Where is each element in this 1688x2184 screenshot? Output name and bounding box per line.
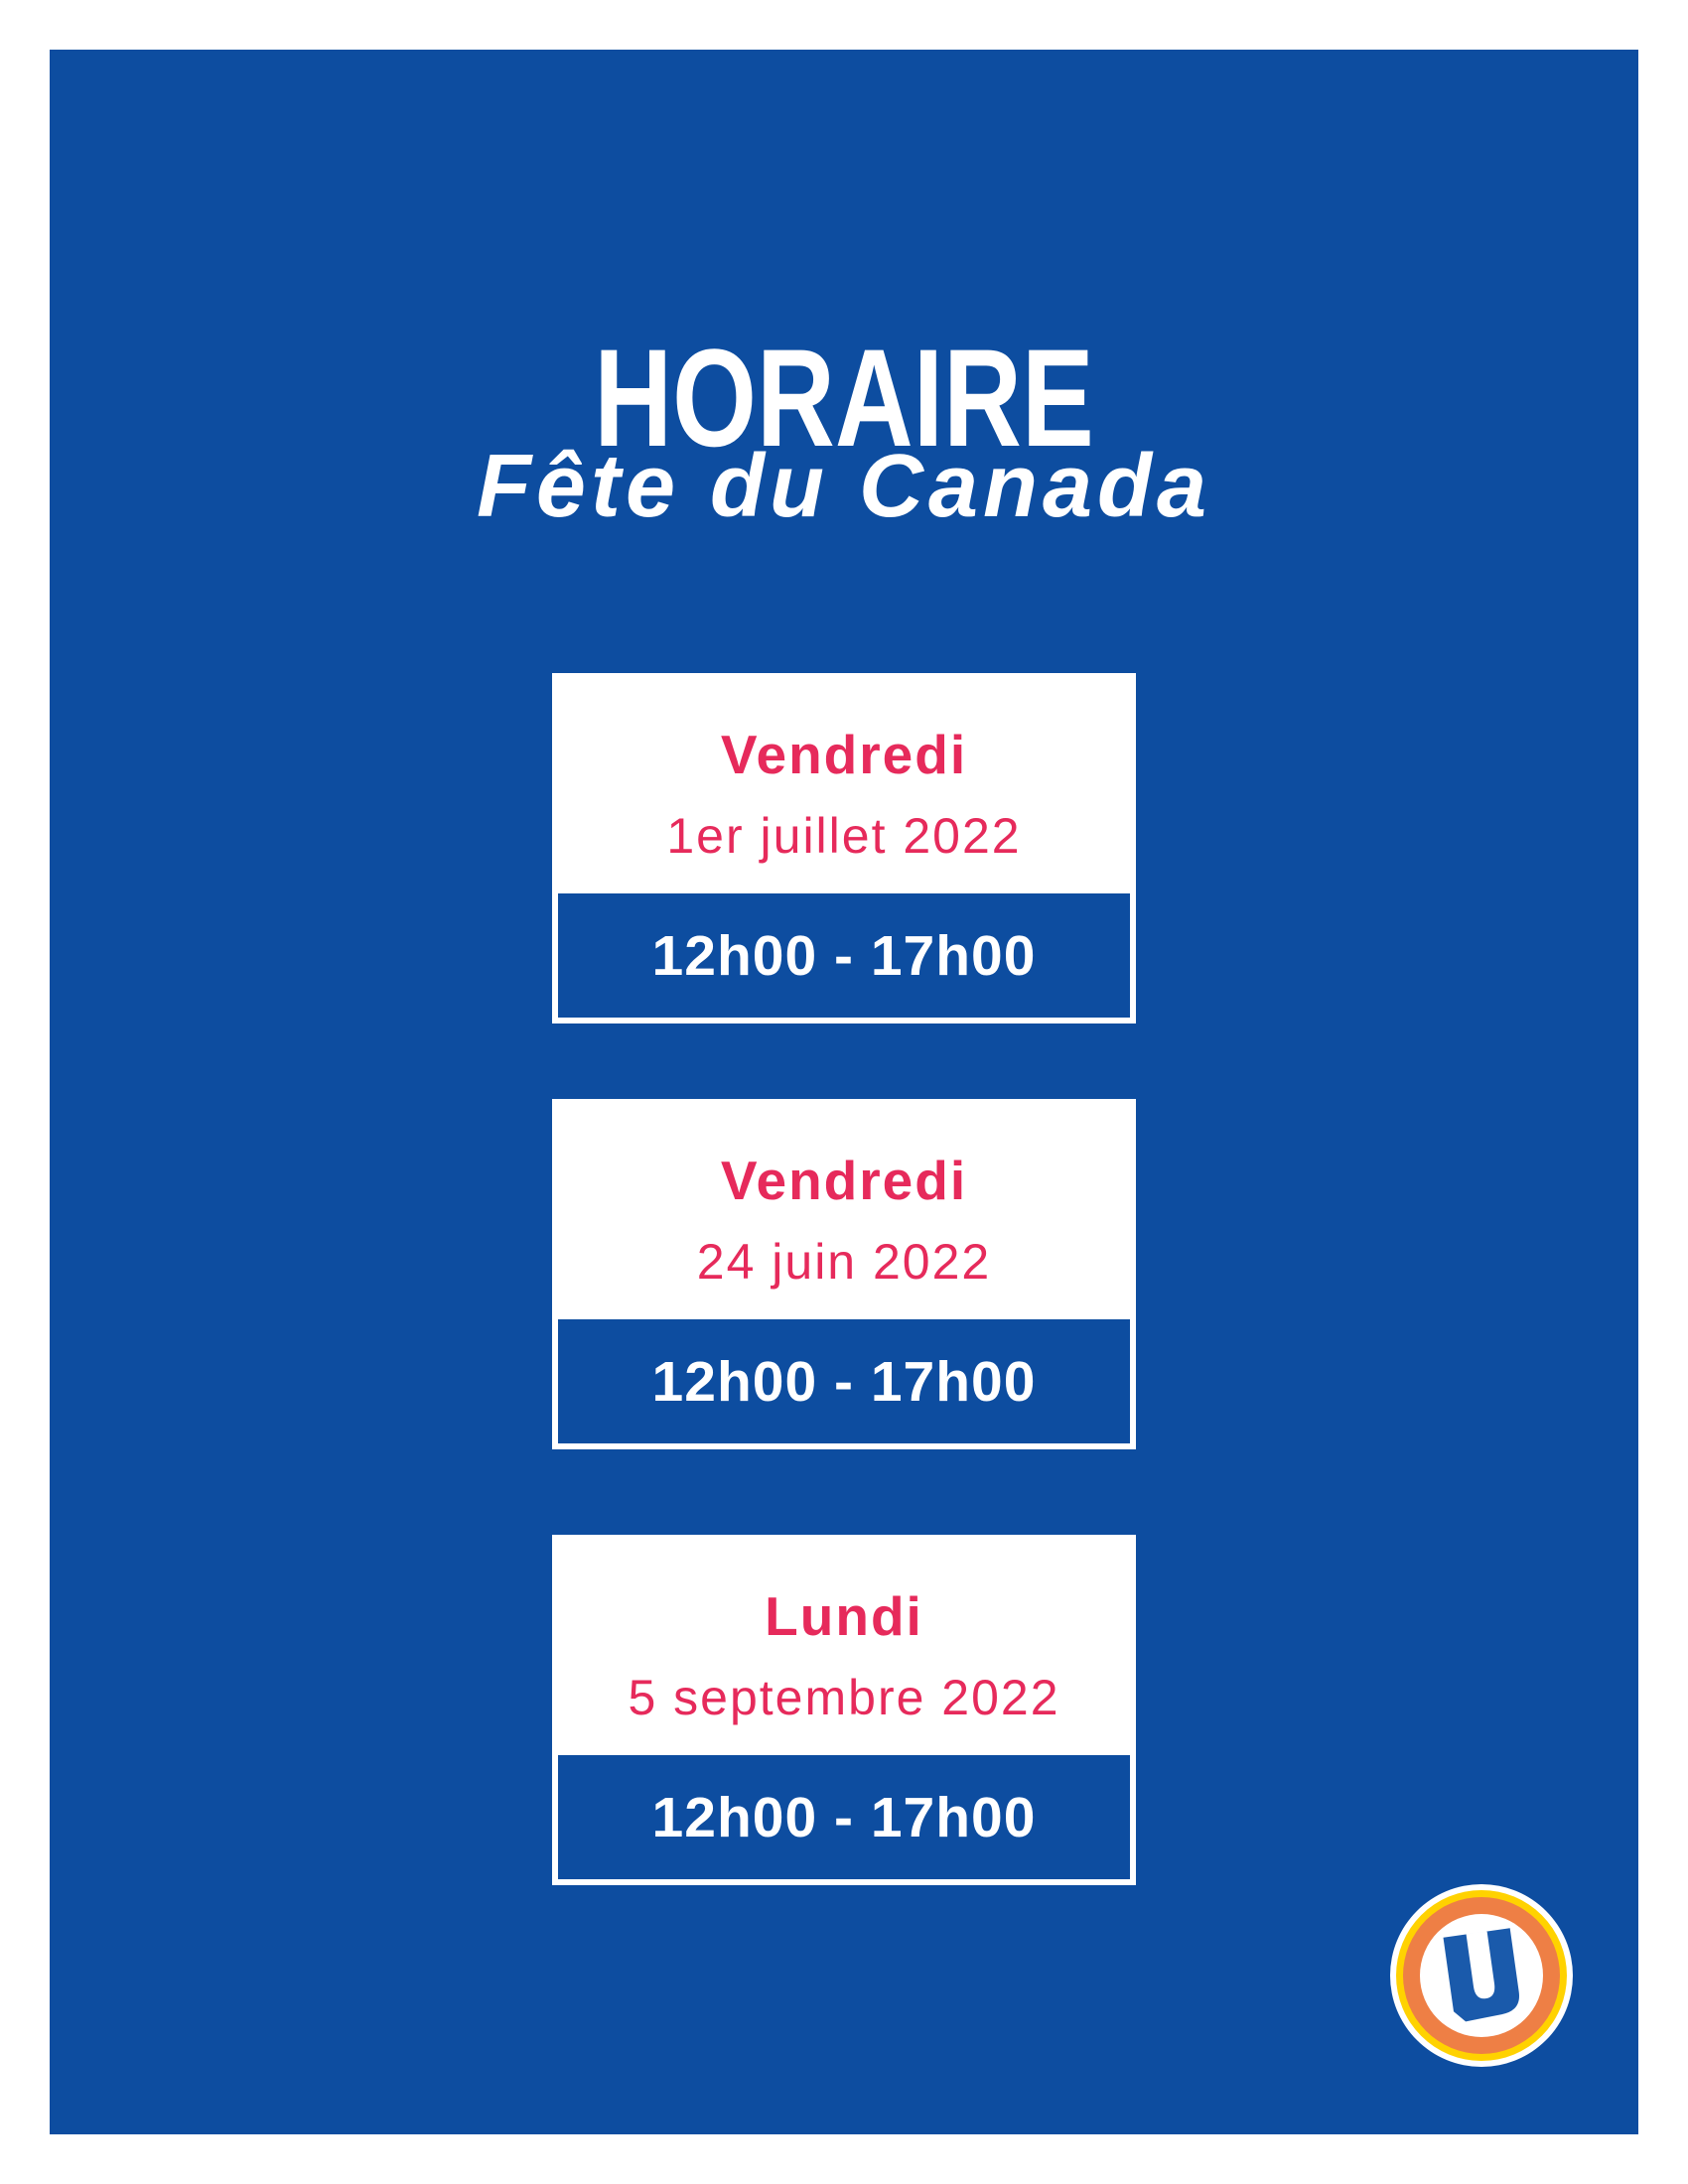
card-hours-box bbox=[558, 893, 1130, 1018]
card-hours-label: 12h00 - 17h00 bbox=[651, 1785, 1037, 1849]
logo-inner-white-disc bbox=[1420, 1914, 1543, 2037]
schedule-card-1 bbox=[552, 673, 1136, 1024]
card-day-label: Lundi bbox=[765, 1585, 923, 1647]
card-date-label: 5 septembre 2022 bbox=[628, 1670, 1060, 1725]
card-hours-box bbox=[558, 1319, 1130, 1443]
schedule-card-2 bbox=[552, 1099, 1136, 1449]
card-day-label: Vendredi bbox=[720, 1150, 968, 1211]
page-title: HORAIRE bbox=[594, 320, 1094, 476]
u-brand-logo-icon bbox=[1390, 1884, 1573, 2067]
card-date-label: 1er juillet 2022 bbox=[666, 808, 1022, 864]
poster-background bbox=[50, 50, 1638, 2134]
card-hours-label: 12h00 - 17h00 bbox=[651, 923, 1037, 988]
card-hours-box bbox=[558, 1755, 1130, 1879]
schedule-card-3 bbox=[552, 1535, 1136, 1885]
card-date-label: 24 juin 2022 bbox=[696, 1234, 992, 1290]
page-subtitle: Fête du Canada bbox=[476, 437, 1212, 536]
card-hours-label: 12h00 - 17h00 bbox=[651, 1349, 1037, 1414]
card-day-label: Vendredi bbox=[720, 724, 968, 785]
